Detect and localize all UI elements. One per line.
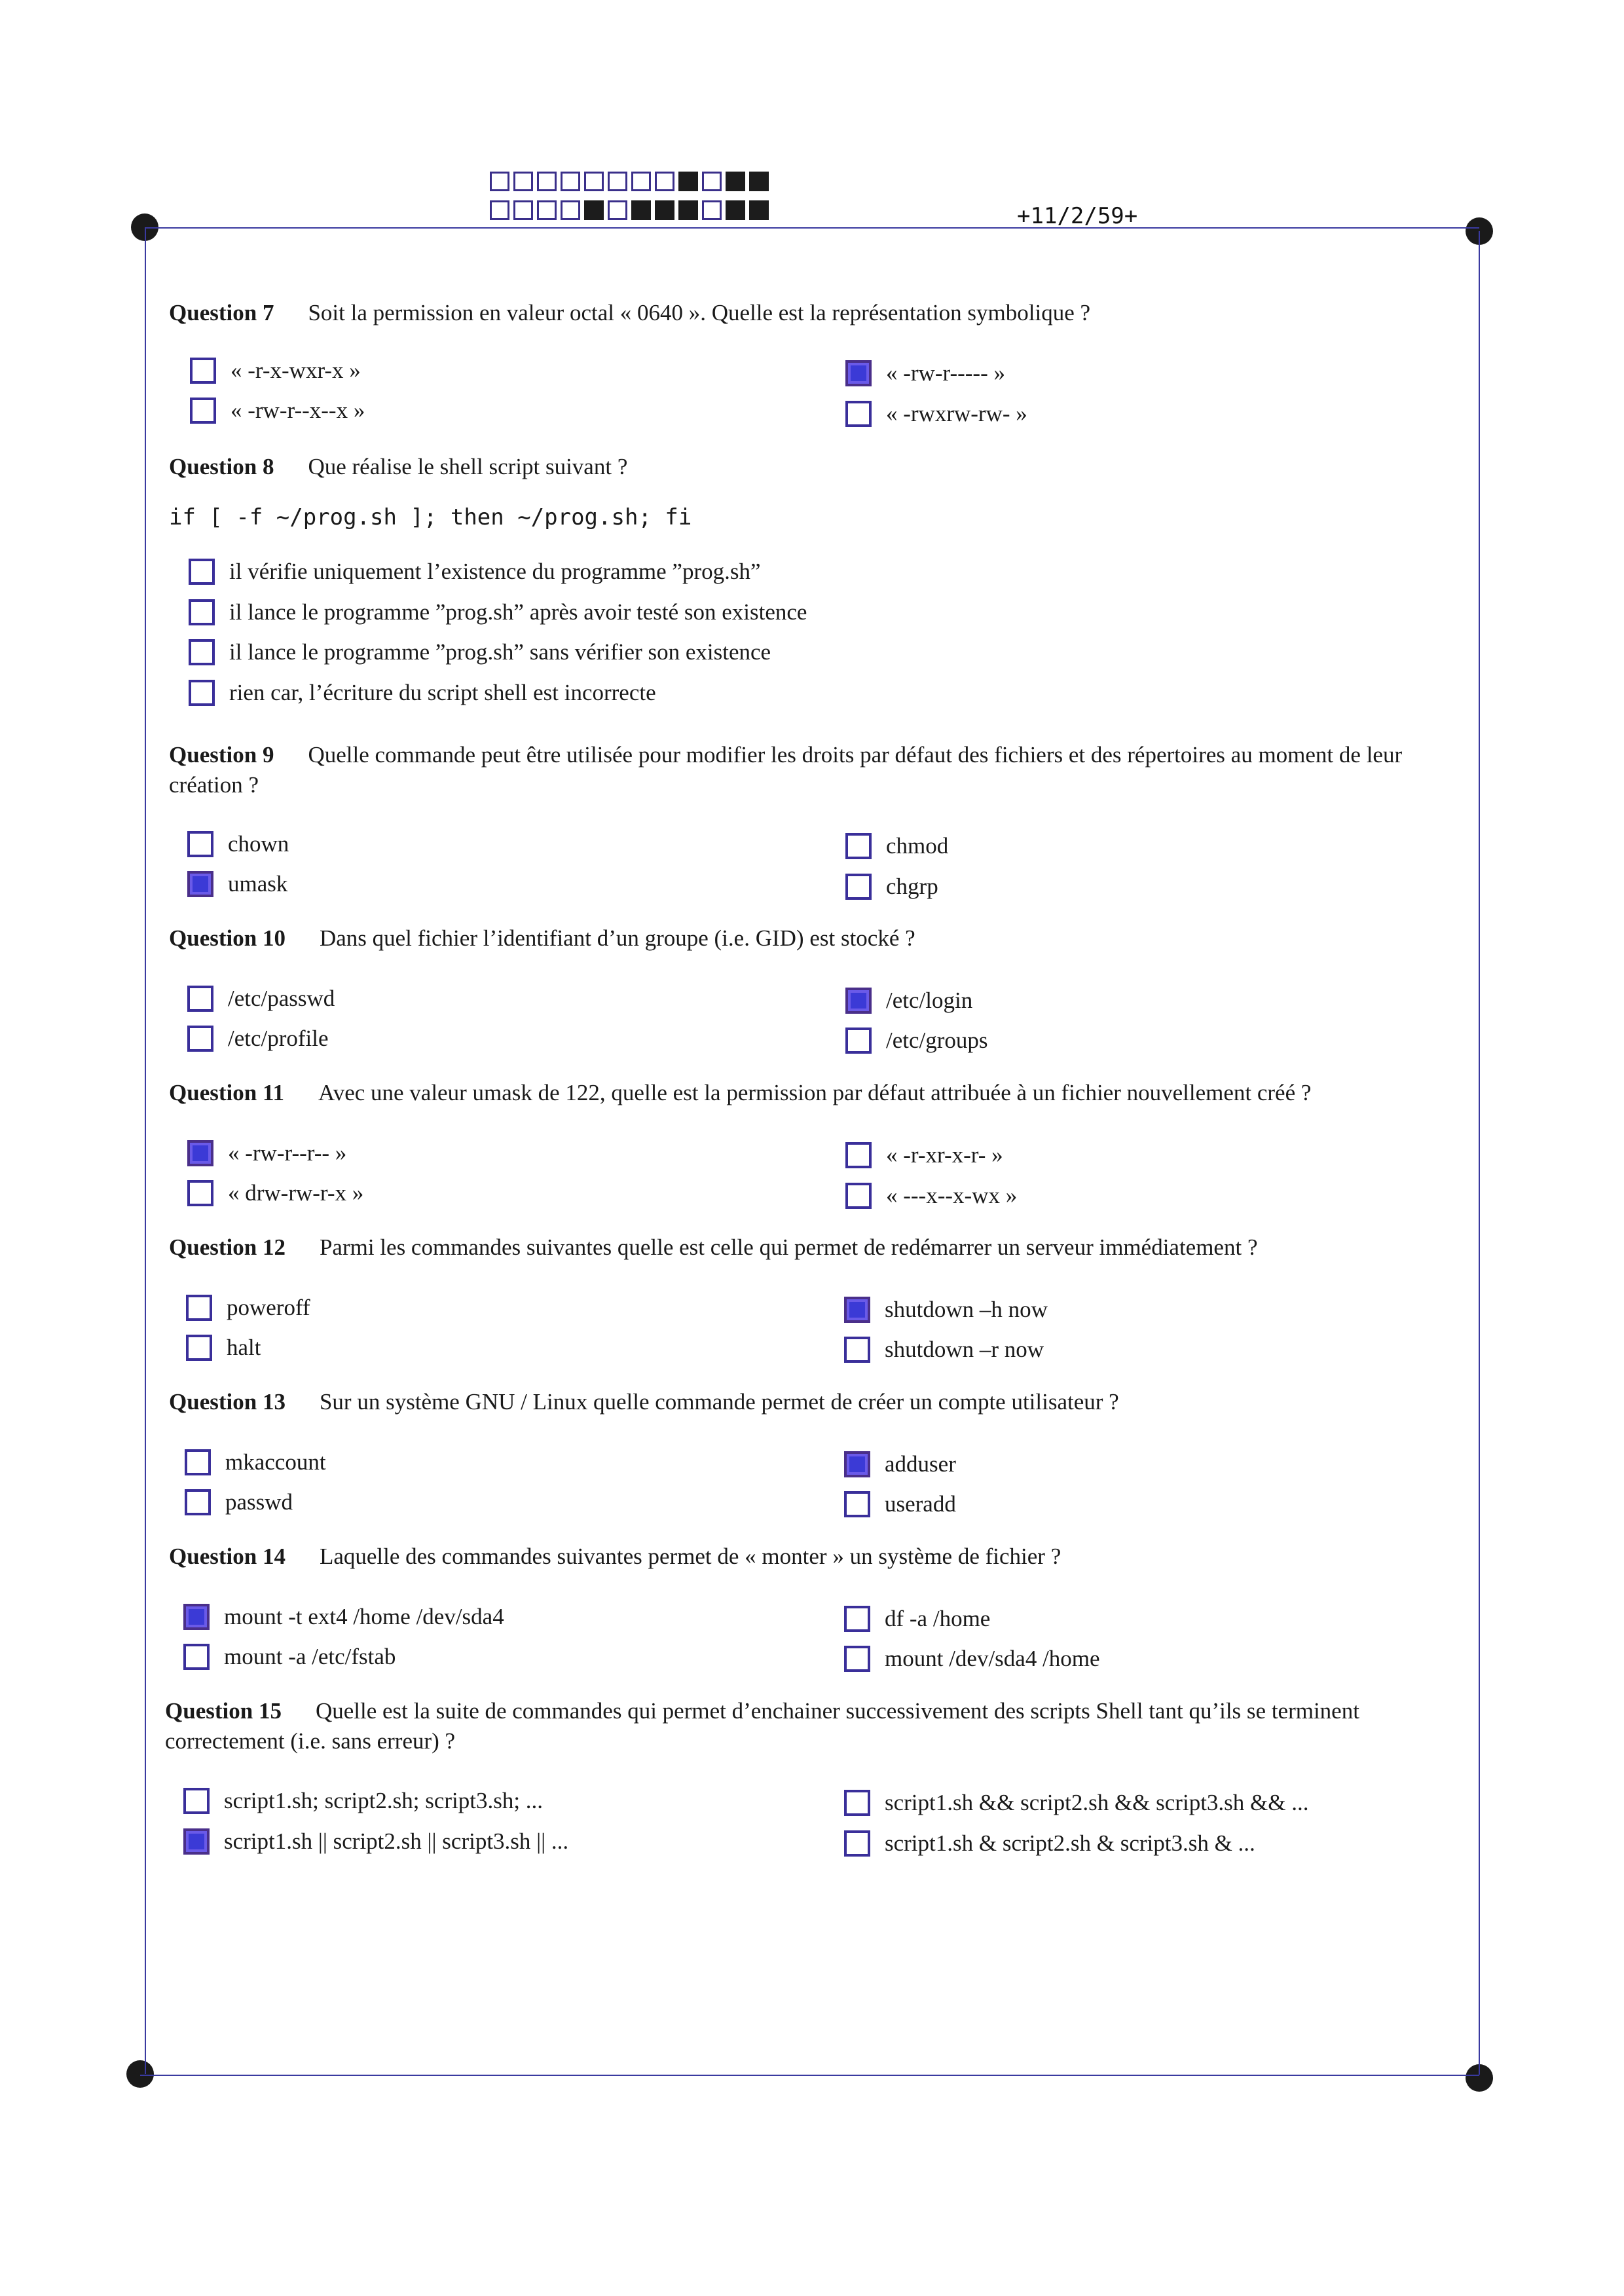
checkbox[interactable]: [190, 398, 216, 424]
option-label: mkaccount: [225, 1449, 326, 1475]
option-q7-a[interactable]: [190, 354, 361, 387]
checkbox[interactable]: [186, 1295, 212, 1321]
barcode-cell: [726, 172, 745, 191]
frame-bottom-line: [140, 2075, 1479, 2076]
checkbox[interactable]: [844, 1606, 870, 1632]
checkbox[interactable]: [844, 1491, 870, 1517]
option-label: mount -a /etc/fstab: [224, 1644, 396, 1669]
option-q12-b[interactable]: [186, 1331, 261, 1364]
option-label: « -r-xr-x-r- »: [886, 1142, 1003, 1168]
option-q11-d[interactable]: [845, 1179, 1017, 1212]
option-label: « -rw-r--r-- »: [228, 1140, 347, 1166]
option-q10-b[interactable]: [187, 1022, 329, 1055]
barcode-cell: [631, 172, 651, 191]
option-q14-b[interactable]: [183, 1640, 396, 1673]
option-q8-d[interactable]: [189, 676, 656, 709]
question-12: [169, 1232, 1460, 1263]
barcode-cell: [537, 172, 557, 191]
question-label: Question 10: [169, 925, 286, 951]
checkbox[interactable]: [189, 559, 215, 585]
option-label: « drw-rw-r-x »: [228, 1180, 364, 1206]
option-q15-a[interactable]: [183, 1785, 543, 1817]
barcode-cell: [584, 200, 604, 220]
option-q9-b[interactable]: [187, 868, 287, 900]
checkbox-checked[interactable]: [845, 988, 872, 1014]
question-8: [169, 452, 1460, 482]
checkbox[interactable]: [844, 1646, 870, 1672]
checkbox[interactable]: [844, 1830, 870, 1857]
option-q7-d[interactable]: [845, 398, 1027, 430]
option-label: script1.sh; script2.sh; script3.sh; ...: [224, 1788, 544, 1813]
option-q9-d[interactable]: [845, 870, 938, 903]
option-label: mount /dev/sda4 /home: [885, 1646, 1100, 1671]
option-label: poweroff: [227, 1295, 310, 1320]
corner-marker-bottom-left: [126, 2060, 154, 2088]
barcode-cell: [490, 200, 509, 220]
checkbox[interactable]: [844, 1790, 870, 1816]
option-q13-b[interactable]: [185, 1486, 293, 1519]
checkbox[interactable]: [844, 1337, 870, 1363]
checkbox-checked[interactable]: [187, 1140, 213, 1166]
option-q8-a[interactable]: [189, 555, 761, 588]
frame-right-line: [1479, 231, 1480, 2075]
frame-top-line: [145, 227, 1479, 229]
question-label: Question 7: [169, 300, 274, 325]
option-q10-c[interactable]: [845, 984, 972, 1017]
option-label: rien car, l’écriture du script shell est incorrecte: [229, 680, 656, 705]
option-q14-d[interactable]: [844, 1642, 1100, 1675]
checkbox[interactable]: [185, 1449, 211, 1475]
option-q9-c[interactable]: [845, 830, 948, 862]
barcode-cell: [513, 200, 533, 220]
option-label: adduser: [885, 1451, 956, 1477]
checkbox[interactable]: [845, 833, 872, 859]
question-label: Question 13: [169, 1389, 286, 1415]
option-label: « -rw-r--x--x »: [231, 398, 365, 423]
checkbox-checked[interactable]: [183, 1828, 210, 1855]
question-label: Question 11: [169, 1080, 285, 1105]
checkbox-checked[interactable]: [187, 871, 213, 897]
option-label: halt: [227, 1335, 261, 1360]
question-15: [165, 1696, 1456, 1756]
checkbox-checked[interactable]: [183, 1604, 210, 1630]
question-text: Dans quel fichier l’identifiant d’un groupe (i.e. GID) est stocké ?: [319, 925, 915, 951]
checkbox[interactable]: [189, 599, 215, 625]
barcode-cell: [608, 200, 627, 220]
barcode-cell: [702, 200, 722, 220]
question-label: Question 14: [169, 1544, 286, 1569]
option-q12-d[interactable]: [844, 1333, 1044, 1366]
option-q12-c[interactable]: [844, 1293, 1048, 1326]
barcode-cell: [513, 172, 533, 191]
option-label: umask: [228, 871, 288, 897]
barcode-cell: [655, 172, 674, 191]
option-q15-c[interactable]: [844, 1787, 1308, 1819]
option-q13-c[interactable]: [844, 1448, 956, 1481]
barcode-cell: [726, 200, 745, 220]
option-label: /etc/login: [886, 988, 973, 1013]
option-label: script1.sh & script2.sh & script3.sh & ...: [885, 1830, 1255, 1856]
question-text: Quelle est la suite de commandes qui permet d’enchainer successivement des scripts Shell tant qu’ils se terminent correctement (i.e. sans erreur) ?: [165, 1698, 1359, 1754]
question-text: Parmi les commandes suivantes quelle est celle qui permet de redémarrer un serveur immédiatement ?: [319, 1234, 1258, 1260]
checkbox[interactable]: [845, 874, 872, 900]
checkbox[interactable]: [187, 831, 213, 857]
option-label: shutdown –h now: [885, 1297, 1048, 1322]
barcode-cell: [655, 200, 674, 220]
code-snippet: if [ -f ~/prog.sh ]; then ~/prog.sh; fi: [169, 504, 692, 530]
checkbox[interactable]: [189, 639, 215, 665]
option-label: /etc/profile: [228, 1026, 329, 1051]
option-q10-a[interactable]: [187, 982, 335, 1015]
option-label: useradd: [885, 1491, 956, 1517]
question-label: Question 15: [165, 1698, 282, 1724]
checkbox[interactable]: [187, 1180, 213, 1206]
barcode-cell: [537, 200, 557, 220]
option-label: « -r-x-wxr-x »: [231, 358, 361, 383]
checkbox[interactable]: [183, 1644, 210, 1670]
barcode-cell: [584, 172, 604, 191]
option-label: chown: [228, 831, 289, 857]
barcode-bottom: [490, 200, 773, 220]
question-text: Que réalise le shell script suivant ?: [308, 454, 628, 479]
question-9: [169, 740, 1460, 800]
checkbox-checked[interactable]: [844, 1451, 870, 1477]
checkbox[interactable]: [189, 680, 215, 706]
checkbox-checked[interactable]: [845, 360, 872, 386]
option-label: mount -t ext4 /home /dev/sda4: [224, 1604, 504, 1629]
option-q15-d[interactable]: [844, 1827, 1255, 1860]
barcode-cell: [749, 200, 769, 220]
option-q8-c[interactable]: [189, 636, 771, 669]
option-q14-c[interactable]: [844, 1602, 990, 1635]
question-11: [169, 1078, 1460, 1108]
option-label: « -rwxrw-rw- »: [886, 401, 1027, 426]
question-7: [169, 298, 1460, 328]
barcode-cell: [490, 172, 509, 191]
barcode-cell: [608, 172, 627, 191]
checkbox[interactable]: [187, 986, 213, 1012]
option-q13-a[interactable]: [185, 1446, 326, 1479]
checkbox[interactable]: [845, 1142, 872, 1168]
option-label: script1.sh || script2.sh || script3.sh || ...: [224, 1828, 569, 1854]
option-q10-d[interactable]: [845, 1024, 988, 1057]
question-text: Quelle commande peut être utilisée pour modifier les droits par défaut des fichiers et des répertoires au moment de leur création ?: [169, 742, 1403, 798]
checkbox[interactable]: [183, 1788, 210, 1814]
checkbox-checked[interactable]: [844, 1297, 870, 1323]
option-label: « -rw-r----- »: [886, 360, 1005, 386]
barcode-cell: [702, 172, 722, 191]
question-text: Soit la permission en valeur octal « 0640 ». Quelle est la représentation symbolique ?: [308, 300, 1091, 325]
option-q11-c[interactable]: [845, 1139, 1003, 1172]
checkbox[interactable]: [845, 1183, 872, 1209]
checkbox[interactable]: [845, 1028, 872, 1054]
option-q13-d[interactable]: [844, 1488, 956, 1521]
question-13: [169, 1387, 1460, 1417]
barcode-cell: [678, 172, 698, 191]
barcode-cell: [561, 200, 580, 220]
checkbox[interactable]: [190, 358, 216, 384]
question-label: Question 9: [169, 742, 274, 768]
option-label: /etc/passwd: [228, 986, 335, 1011]
barcode-cell: [631, 200, 651, 220]
option-q7-c[interactable]: [845, 357, 1005, 390]
question-text: Laquelle des commandes suivantes permet de « monter » un système de fichier ?: [319, 1544, 1061, 1569]
option-q12-a[interactable]: [186, 1291, 310, 1324]
question-10: [169, 923, 1460, 954]
option-label: chmod: [886, 833, 949, 859]
barcode-top: [490, 172, 773, 191]
question-label: Question 12: [169, 1234, 286, 1260]
checkbox[interactable]: [186, 1335, 212, 1361]
option-label: « ---x--x-wx »: [886, 1183, 1018, 1208]
option-label: df -a /home: [885, 1606, 991, 1631]
option-q11-b[interactable]: [187, 1177, 363, 1210]
barcode-cell: [749, 172, 769, 191]
option-q9-a[interactable]: [187, 828, 289, 861]
option-label: passwd: [225, 1489, 293, 1515]
option-label: il lance le programme ”prog.sh” après avoir testé son existence: [229, 599, 807, 625]
question-14: [169, 1542, 1460, 1572]
option-q14-a[interactable]: [183, 1601, 504, 1633]
barcode-cell: [678, 200, 698, 220]
checkbox[interactable]: [187, 1026, 213, 1052]
option-label: chgrp: [886, 874, 938, 899]
page-identifier: +11/2/59+: [1017, 203, 1138, 229]
barcode-cell: [561, 172, 580, 191]
option-label: /etc/groups: [886, 1028, 988, 1053]
checkbox[interactable]: [845, 401, 872, 427]
question-text: Sur un système GNU / Linux quelle commande permet de créer un compte utilisateur ?: [319, 1389, 1119, 1415]
option-q11-a[interactable]: [187, 1137, 346, 1170]
option-label: script1.sh && script2.sh && script3.sh && ...: [885, 1790, 1309, 1815]
option-label: il vérifie uniquement l’existence du programme ”prog.sh”: [229, 559, 761, 584]
frame-left-line: [145, 227, 146, 2074]
option-q15-b[interactable]: [183, 1825, 568, 1858]
option-q8-b[interactable]: [189, 596, 807, 629]
question-text: Avec une valeur umask de 122, quelle est la permission par défaut attribuée à un fichier nouvellement créé ?: [318, 1080, 1312, 1105]
option-label: shutdown –r now: [885, 1337, 1044, 1362]
option-q7-b[interactable]: [190, 394, 365, 427]
question-label: Question 8: [169, 454, 274, 479]
checkbox[interactable]: [185, 1489, 211, 1515]
option-label: il lance le programme ”prog.sh” sans vérifier son existence: [229, 639, 771, 665]
